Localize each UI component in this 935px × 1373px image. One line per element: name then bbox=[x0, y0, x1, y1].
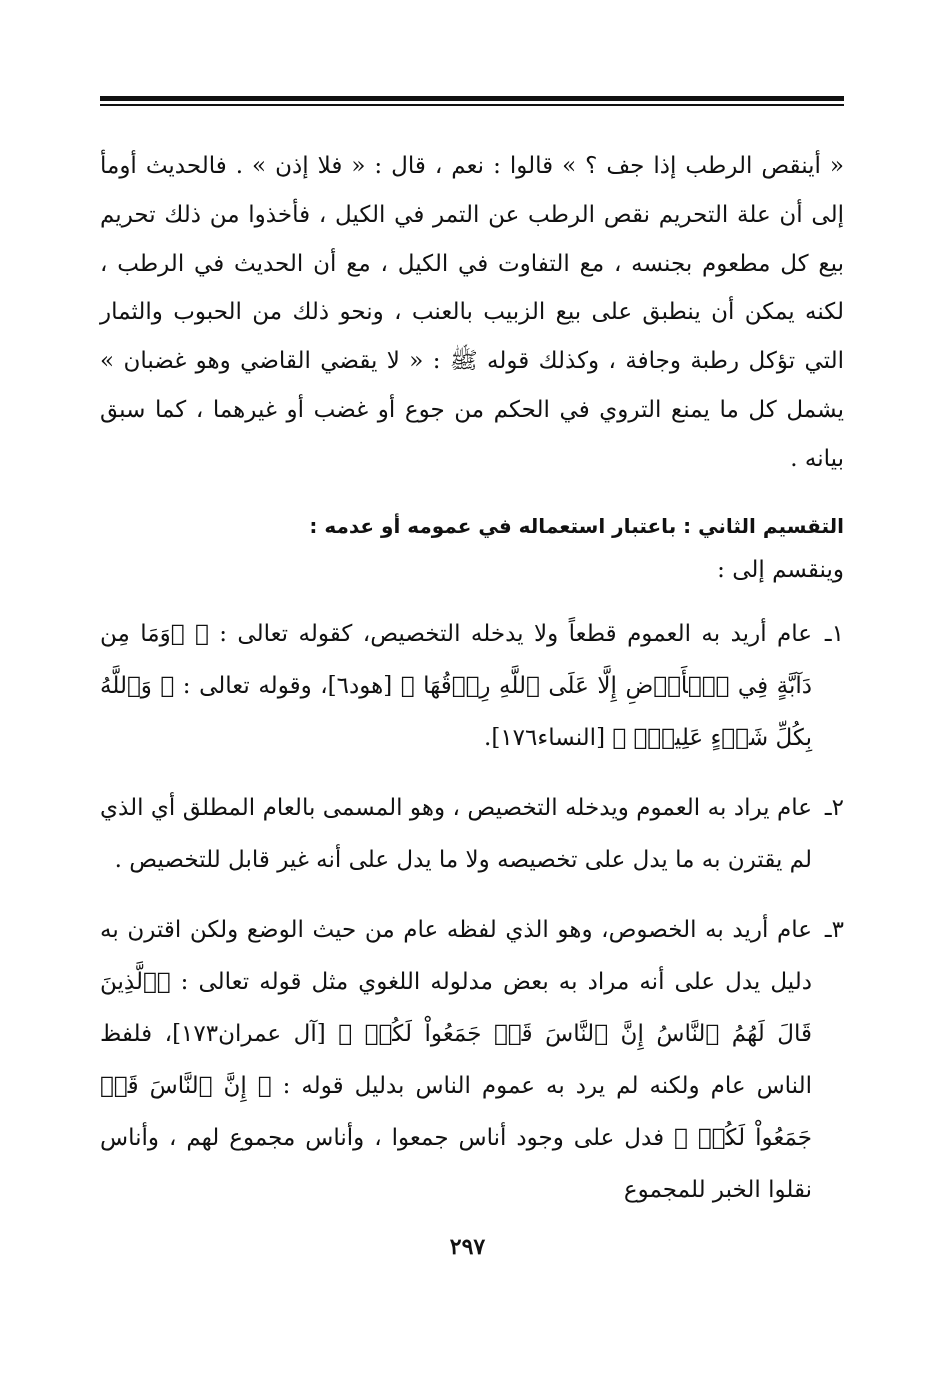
header-rule-thin bbox=[100, 104, 844, 106]
list-item-number: ١ـ bbox=[824, 620, 844, 647]
list-item-text: عام يراد به العموم ويدخله التخصيص ، وهو المسمى بالعام المطلق أي الذي لم يقترن به ما يدل على تخصيصه ولا ما يدل على أنه غير قابل للتخصيص . bbox=[100, 794, 812, 873]
intro-line: وينقسم إلى : bbox=[717, 556, 844, 583]
numbered-list bbox=[100, 608, 844, 1216]
list-item bbox=[100, 782, 844, 886]
list-item-number: ٣ـ bbox=[824, 916, 844, 943]
section-heading: التقسيم الثاني : باعتبار استعماله في عمومه أو عدمه : bbox=[309, 513, 844, 538]
page-body bbox=[100, 142, 844, 1216]
list-item-text: عام أريد به العموم قطعاً ولا يدخله التخصيص، كقوله تعالى : ﴿ ۞وَمَا مِن دَآبَّةٍ فِي ٱلۡأَرۡضِ إِلَّا عَلَى ٱللَّهِ رِزۡقُهَا ﴾ [هود٦]، وقوله تعالى : ﴿ وَٱللَّهُ بِكُلِّ شَيۡءٍ عَلِيمُۢ ﴾ [النساء١٧٦]. bbox=[100, 620, 812, 751]
list-item bbox=[100, 904, 844, 1216]
list-item bbox=[100, 608, 844, 764]
header-rule-thick bbox=[100, 96, 844, 101]
page-number: ٢٩٧ bbox=[449, 1234, 486, 1260]
list-item-text: عام أريد به الخصوص، وهو الذي لفظه عام من حيث الوضع ولكن اقترن به دليل يدل على أنه مراد به بعض مدلوله اللغوي مثل قوله تعالى : ﴿ٱلَّذِينَ قَالَ لَهُمُ ٱلنَّاسُ إِنَّ ٱلنَّاسَ قَدۡ جَمَعُواْ لَكُمۡ ﴾ [آل عمران١٧٣]، فلفظ الناس عام ولكنه لم يرد به عموم الناس بدليل قوله : ﴿ إِنَّ ٱلنَّاسَ قَدۡ جَمَعُواْ لَكُمۡ ﴾ فدل على وجود أناس جمعوا ، وأناس مجموع لهم ، وأناس نقلوا الخبر للمجموع bbox=[100, 916, 812, 1203]
list-item-number: ٢ـ bbox=[824, 794, 844, 821]
body-paragraph: « أينقص الرطب إذا جف ؟ » قالوا : نعم ، قال : « فلا إذن » . فالحديث أومأ إلى أن علة التحريم نقص الرطب عن التمر في الكيل ، فأخذوا من ذلك تحريم بيع كل مطعوم بجنسه ، مع التفاوت في الكيل ، مع أن الحديث في الرطب ، لكنه يمكن أن ينطبق على بيع الزبيب بالعنب ، ونحو ذلك من الحبوب والثمار التي تؤكل رطبة وجافة ، وكذلك قوله ﷺ : « لا يقضي القاضي وهو غضبان » يشمل كل ما يمنع التروي في الحكم من جوع أو غضب أو غيرهما ، كما سبق بيانه . bbox=[100, 153, 844, 472]
